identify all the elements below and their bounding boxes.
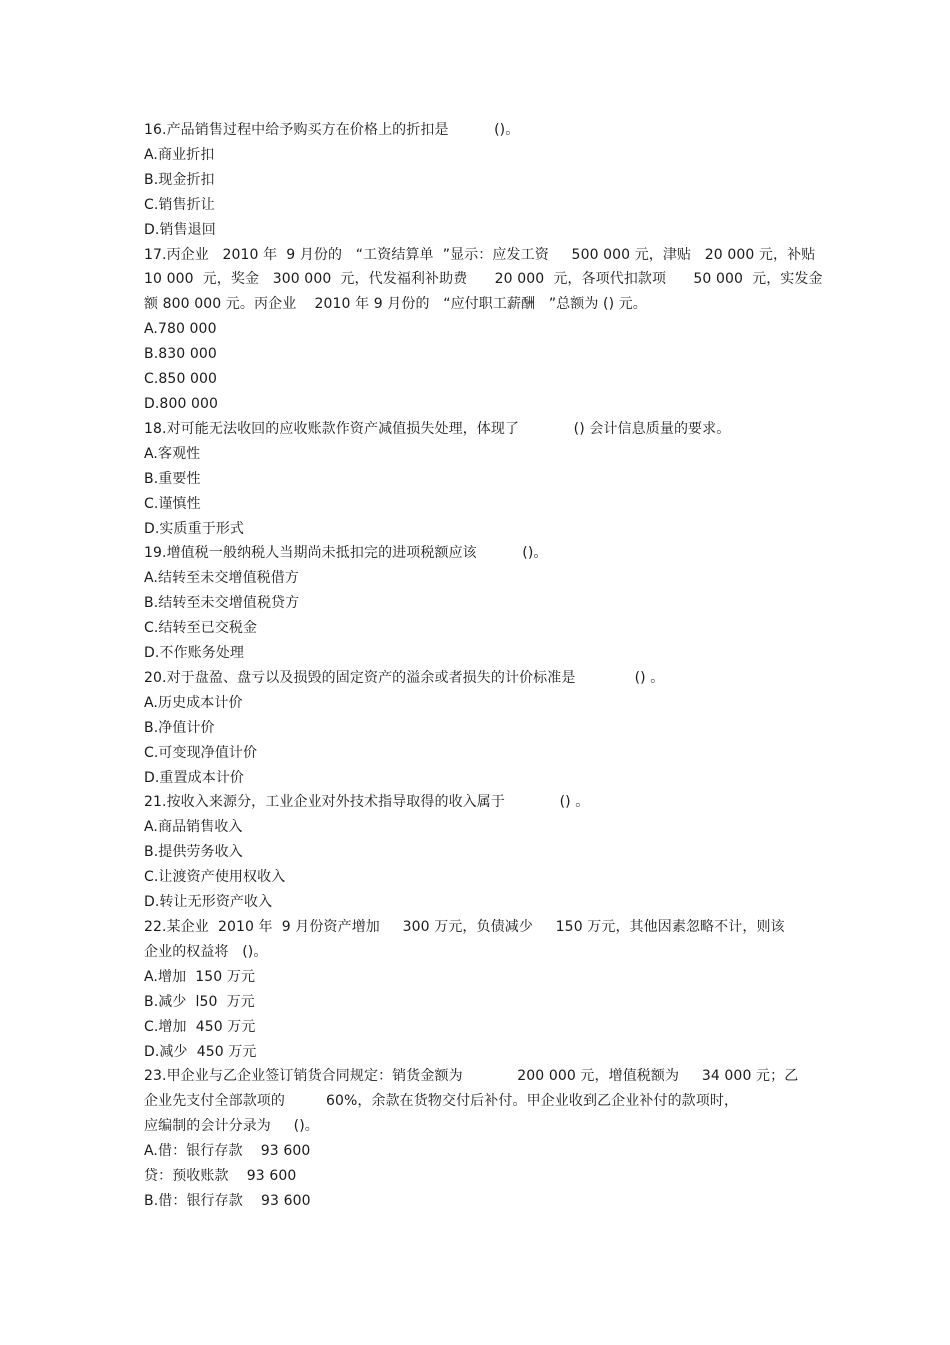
question-stem: 20.对于盘盈、盘亏以及损毁的固定资产的溢余或者损失的计价标准是 () 。: [144, 669, 665, 686]
question-stem: 23.甲企业与乙企业签订销货合同规定：销货金额为 200 000 元，增值税额为 34 000 元；乙: [144, 1068, 799, 1085]
option-a: A.客观性: [144, 445, 201, 462]
option-b: B.净值计价: [144, 719, 215, 736]
question-stem: 22.某企业 2010 年 9 月份资产增加 300 万元，负债减少 150 万元，其他因素忽略不计，则该: [144, 919, 785, 935]
option-d: D.重置成本计价: [144, 769, 245, 786]
option-c: C.可变现净值计价: [144, 744, 258, 761]
option-a: A.780 000: [144, 321, 217, 338]
option-b: B.借：银行存款 93 600: [144, 1192, 311, 1209]
option-c: C.结转至已交税金: [144, 620, 258, 637]
option-a: A.增加 150 万元: [144, 968, 256, 985]
option-d: D.不作账务处理: [144, 645, 245, 662]
option-a-credit: 贷：预收账款 93 600: [144, 1168, 297, 1185]
question-19: [144, 541, 804, 666]
option-b: B.结转至未交增值税贷方: [144, 595, 300, 612]
option-b: B.现金折扣: [144, 171, 215, 188]
option-c: C.增加 450 万元: [144, 1018, 256, 1035]
question-22: [144, 915, 804, 1064]
option-d: D.转让无形资产收入: [144, 894, 273, 911]
option-c: C.销售折让: [144, 196, 215, 213]
question-stem: 10 000 元，奖金 300 000 元，代发福利补助费 20 000 元，各项代扣款项 50 000 元，实发金: [144, 271, 823, 288]
option-d: D.销售退回: [144, 221, 216, 238]
option-c: C.850 000: [144, 371, 218, 388]
question-stem: 企业的权益将 ()。: [144, 943, 268, 960]
question-20: [144, 666, 804, 791]
option-a: A.商品销售收入: [144, 819, 243, 836]
question-18: [144, 417, 804, 542]
option-a: A.历史成本计价: [144, 694, 243, 711]
option-b: B.830 000: [144, 346, 217, 363]
option-a: A.借：银行存款 93 600: [144, 1143, 311, 1160]
option-b: B.重要性: [144, 470, 201, 487]
question-stem: 19.增值税一般纳税人当期尚未抵扣完的进项税额应该 ()。: [144, 545, 548, 562]
question-stem: 18.对可能无法收回的应收账款作资产减值损失处理，体现了 () 会计信息质量的要求。: [144, 420, 731, 437]
question-stem: 额 800 000 元。丙企业 2010 年 9 月份的 “应付职工薪酬 ”总额为 () 元。: [144, 296, 647, 313]
document-page: [144, 118, 823, 1214]
question-stem: 17.丙企业 2010 年 9 月份的 “工资结算单 ”显示：应发工资 500 000 元，津贴 20 000 元，补贴: [144, 246, 816, 263]
question-16: [144, 118, 804, 243]
option-c: C.谨慎性: [144, 495, 201, 512]
option-a: A.结转至未交增值税借方: [144, 570, 299, 587]
option-b: B.减少 l50 万元: [144, 993, 255, 1010]
option-d: D.减少 450 万元: [144, 1043, 257, 1060]
question-stem: 企业先支付全部款项的 60%，余款在货物交付后补付。甲企业收到乙企业补付的款项时，: [144, 1093, 739, 1110]
question-stem: 应编制的会计分录为 ()。: [144, 1118, 319, 1135]
option-c: C.让渡资产使用权收入: [144, 869, 286, 886]
question-stem: 16.产品销售过程中给予购买方在价格上的折扣是 ()。: [144, 122, 520, 138]
option-d: D.实质重于形式: [144, 520, 245, 537]
question-21: [144, 790, 804, 915]
question-23: [144, 1064, 804, 1213]
question-stem: 21.按收入来源分，工业企业对外技术指导取得的收入属于 () 。: [144, 794, 590, 811]
option-d: D.800 000: [144, 395, 219, 412]
option-b: B.提供劳务收入: [144, 844, 243, 861]
question-17: [144, 243, 823, 417]
option-a: A.商业折扣: [144, 146, 215, 163]
